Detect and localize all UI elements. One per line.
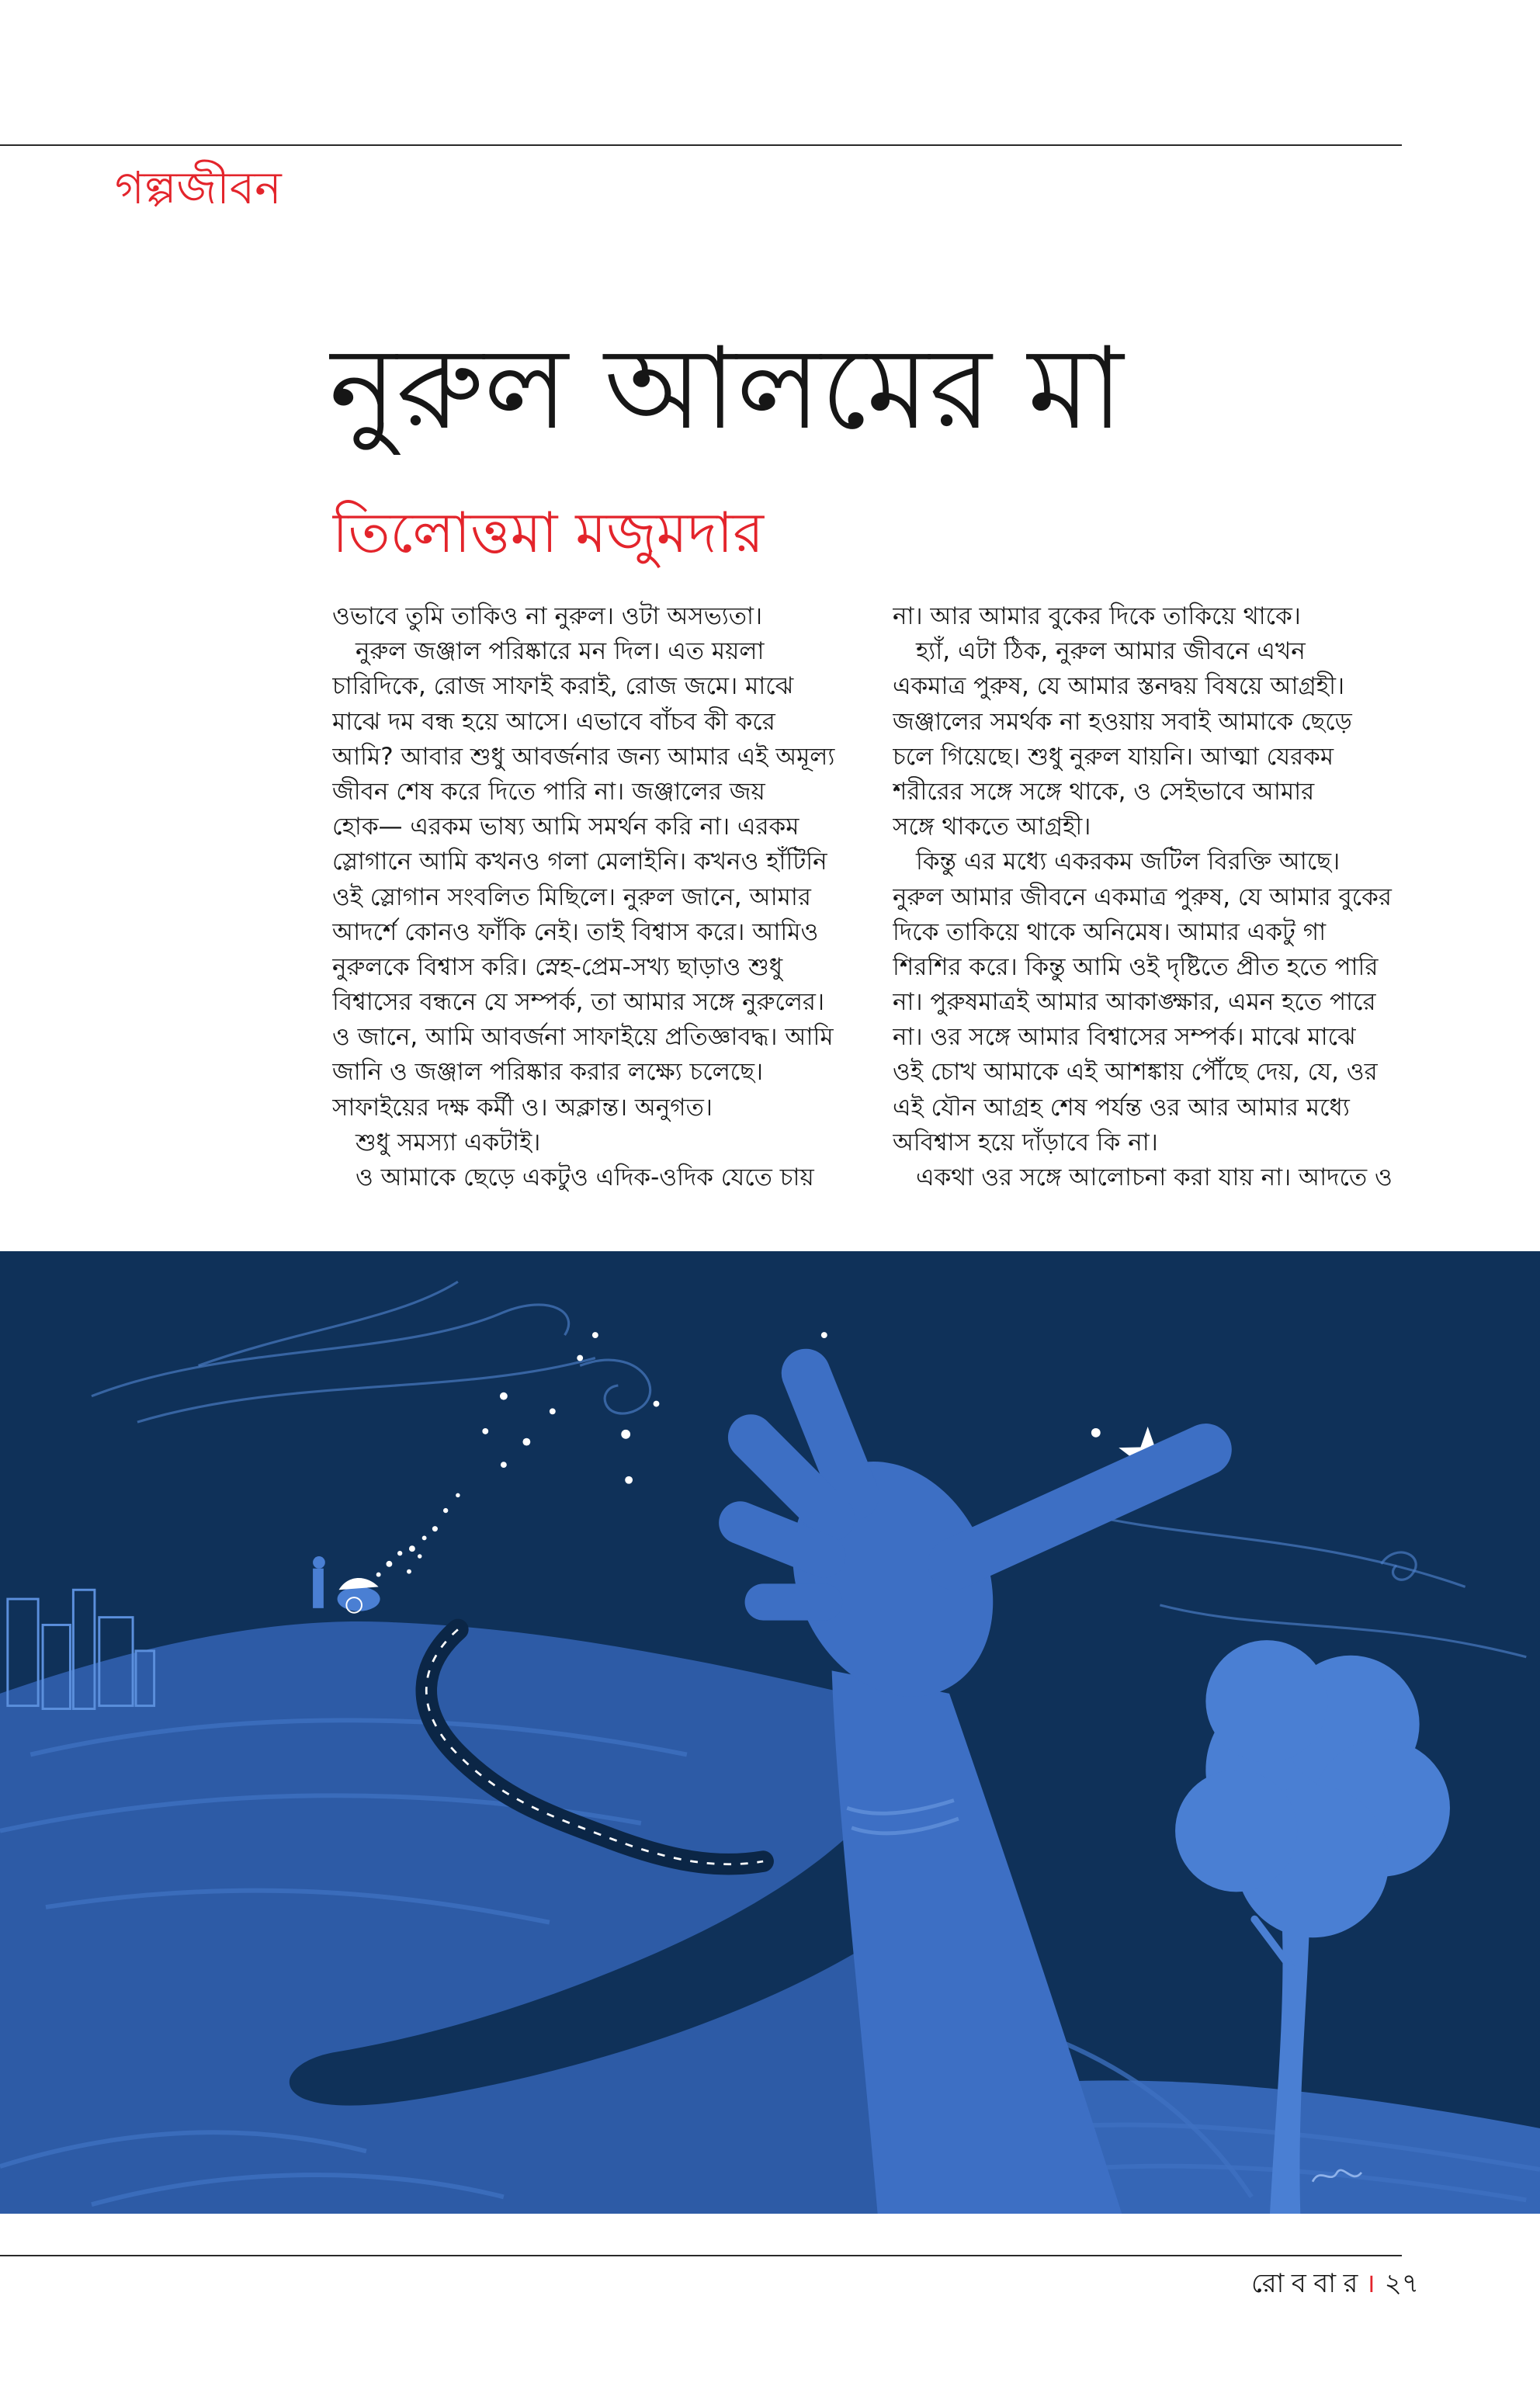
text-line: শরীরের সঙ্গে সঙ্গে থাকে, ও সেইভাবে আমার: [893, 777, 1315, 806]
text-line: ওই স্লোগান সংবলিত মিছিলে। নুরুল জানে, আমার: [332, 883, 811, 911]
text-line: সাফাইয়ের দক্ষ কর্মী ও। অক্লান্ত। অনুগত।: [332, 1093, 713, 1122]
text-line: চারিদিকে, রোজ সাফাই করাই, রোজ জমে। মাঝে: [332, 672, 794, 701]
bottom-rule: [0, 2255, 1402, 2256]
sky-speck: [482, 1428, 488, 1434]
text-line: জঞ্জালের সমর্থক না হওয়ায় সবাই আমাকে ছেড়ে: [893, 707, 1352, 736]
text-line: ওভাবে তুমি তাকিও না নুরুল। ওটা অসভ্যতা।: [332, 602, 763, 630]
story-title: নুরুল আলমের মা: [329, 324, 1124, 455]
text-line: এই যৌন আগ্রহ শেষ পর্যন্ত ওর আর আমার মধ্যে: [893, 1093, 1350, 1122]
sky-speck: [654, 1401, 660, 1407]
magazine-name: রোববার: [1251, 2268, 1365, 2299]
spray-speck: [407, 1569, 411, 1574]
text-line: বিশ্বাসের বন্ধনে যে সম্পর্ক, তা আমার সঙ্গে নুরুলের।: [332, 988, 825, 1017]
figure-head: [313, 1556, 325, 1569]
story-author: তিলোত্তমা মজুমদার: [332, 500, 765, 565]
text-line: কিন্তু এর মধ্যে একরকম জটিল বিরক্তি আছে।: [916, 848, 1341, 876]
text-line: দিকে তাকিয়ে থাকে অনিমেষ। আমার একটু গা: [893, 917, 1327, 946]
text-line: স্লোগানে আমি কখনও গলা মেলাইনি। কখনও হাঁটিনি: [332, 848, 827, 876]
tree-crown: [1175, 1770, 1297, 1892]
section-label: গল্পজীবন: [115, 161, 282, 214]
page-number: ২৭: [1384, 2268, 1419, 2299]
text-line: ও জানে, আমি আবর্জনা সাফাইয়ে প্রতিজ্ঞাবদ্ধ। আমি: [332, 1023, 834, 1052]
text-line: একমাত্র পুরুষ, যে আমার স্তনদ্বয় বিষয়ে আগ্রহী।: [893, 672, 1345, 701]
spray-speck: [409, 1545, 415, 1552]
text-line: না। ওর সঙ্গে আমার বিশ্বাসের সম্পর্ক। মাঝে মাঝে: [893, 1023, 1356, 1052]
spray-speck: [456, 1493, 460, 1498]
footer-separator: ।: [1365, 2268, 1375, 2299]
text-line: একথা ওর সঙ্গে আলোচনা করা যায় না। আদতে ও: [916, 1164, 1393, 1191]
text-line: জানি ও জঞ্জাল পরিষ্কার করার লক্ষ্যে চলেছে।: [332, 1058, 764, 1087]
text-line: শুধু সমস্যা একটাই।: [356, 1128, 541, 1157]
text-line: ওই চোখ আমাকে এই আশঙ্কায় পৌঁছে দেয়, যে, ওর: [893, 1058, 1378, 1087]
sky-speck: [592, 1332, 598, 1338]
spray-speck: [386, 1561, 392, 1567]
spray-speck: [422, 1535, 427, 1540]
text-line: সঙ্গে থাকতে আগ্রহী।: [893, 813, 1091, 841]
sky-speck: [500, 1392, 508, 1400]
text-line: আমি? আবার শুধু আবর্জনার জন্য আমার এই অমূল্য: [332, 742, 835, 771]
text-line: নুরুলকে বিশ্বাস করি। স্নেহ-প্রেম-সখ্য ছাড়াও শুধু: [332, 952, 783, 981]
text-line: আদর্শে কোনও ফাঁকি নেই। তাই বিশ্বাস করে। আমিও: [332, 917, 819, 946]
spray-speck: [418, 1554, 422, 1559]
text-line: না। পুরুষমাত্রই আমার আকাঙ্ক্ষার, এমন হতে পারে: [893, 988, 1376, 1017]
sky-speck: [621, 1430, 630, 1439]
text-line: মাঝে দম বন্ধ হয়ে আসে। এভাবে বাঁচব কী করে: [332, 707, 775, 736]
tree-crown: [1205, 1640, 1327, 1762]
sky-speck: [821, 1332, 827, 1338]
text-line: নুরুল জঞ্জাল পরিষ্কারে মন দিল। এত ময়লা: [356, 637, 765, 666]
sky-speck: [577, 1355, 583, 1361]
figure-body: [313, 1569, 324, 1608]
spray-speck: [432, 1526, 438, 1531]
text-line: নুরুল আমার জীবনে একমাত্র পুরুষ, যে আমার বুকের: [893, 883, 1392, 911]
sky-speck: [501, 1462, 507, 1468]
sky-speck: [522, 1438, 530, 1446]
top-rule: [0, 144, 1402, 146]
sky-speck: [625, 1476, 633, 1484]
text-line: অবিশ্বাস হয়ে দাঁড়াবে কি না।: [893, 1128, 1158, 1157]
sky-speck: [1091, 1428, 1101, 1438]
page-footer: [1251, 2266, 1419, 2301]
text-column-right: [893, 599, 1405, 1195]
spray-speck: [443, 1508, 448, 1513]
text-line: হ্যাঁ, এটা ঠিক, নুরুল আমার জীবনে এখন: [916, 637, 1306, 666]
text-line: জীবন শেষ করে দিতে পারি না। জঞ্জালের জয়: [332, 777, 765, 806]
text-line: চলে গিয়েছে। শুধু নুরুল যায়নি। আত্মা যেরকম: [893, 742, 1334, 771]
text-line: ও আমাকে ছেড়ে একটুও এদিক-ওদিক যেতে চায়: [356, 1164, 814, 1191]
spray-speck: [397, 1551, 402, 1555]
text-line: শিরশির করে। কিন্তু আমি ওই দৃষ্টিতে প্রীত হতে পারি: [893, 952, 1379, 981]
text-line: না। আর আমার বুকের দিকে তাকিয়ে থাকে।: [893, 602, 1301, 630]
text-line: হোক— এরকম ভাষ্য আমি সমর্থন করি না। এরকম: [332, 813, 799, 841]
story-illustration: [0, 1251, 1540, 2214]
sky-speck: [550, 1408, 556, 1414]
spray-speck: [376, 1573, 381, 1577]
text-column-left: [332, 599, 845, 1195]
